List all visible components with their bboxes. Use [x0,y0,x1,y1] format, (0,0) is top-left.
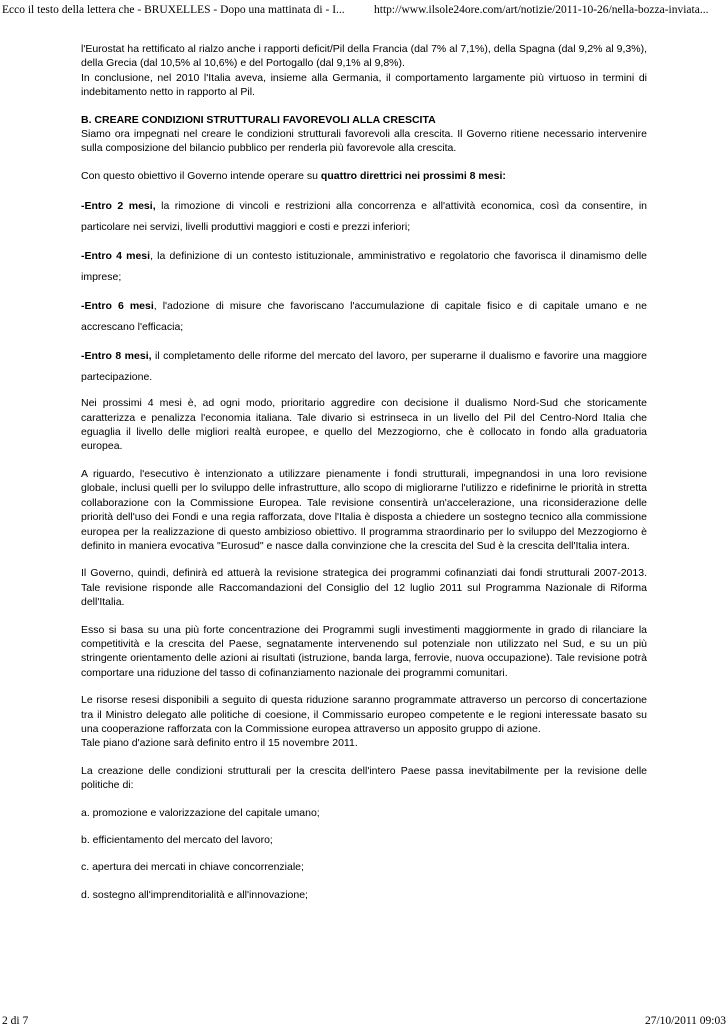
direction-6-months-text: , l'adozione di misure che favoriscano l'accumulazione di capitale fisico e di capitale umano e ne accrescano l'efficacia; [81,300,647,334]
direction-4-months [81,246,647,288]
list-item-a: a. promozione e valorizzazione del capitale umano; [81,806,320,819]
paragraph-growth-conditions: Siamo ora impegnati nel creare le condizioni strutturali favorevoli alla crescita. Il Governo ritiene necessario intervenire sulla composizione del bilancio pubblico per renderla più favorevole alla crescita. [81,128,647,155]
article-body [81,42,647,915]
paragraph-north-south: Nei prossimi 4 mesi è, ad ogni modo, prioritario aggredire con decisione il dualismo Nord-Sud che storicamente caratterizza e penalizza l'economia italiana. Tale divario si estrinseca in un livello del Pil del Centro-Nord Italia che eguaglia il livello delle migliori realtà europee, e quello del Mezzogiorno, che è collocato in fondo alla graduatoria europea. [81,397,647,453]
direction-2-months [81,196,647,238]
four-directions-text: Con questo obiettivo il Governo intende operare su [81,169,321,182]
direction-6-months [81,296,647,338]
paragraph-action-plan: Tale piano d'azione sarà definito entro il 15 novembre 2011. [81,737,358,750]
section-heading-b: B. CREARE CONDIZIONI STRUTTURALI FAVOREVOLI ALLA CRESCITA [81,113,436,126]
direction-8-months-label: -Entro 8 mesi, [81,350,152,363]
direction-6-months-label: -Entro 6 mesi [81,300,154,313]
direction-4-months-label: -Entro 4 mesi [81,250,151,263]
paragraph-policy-revision: La creazione delle condizioni strutturali per la crescita dell'intero Paese passa inevitabilmente per la revisione delle politiche di: [81,764,647,792]
print-header [2,1,726,19]
list-item-c: c. apertura dei mercati in chiave concorrenziale; [81,861,304,874]
paragraph-strategic-revision: Il Governo, quindi, definirà ed attuerà la revisione strategica dei programmi cofinanziati dai fondi strutturali 2007-2013. Tale revisione risponde alle Raccomandazioni del Consiglio del 12 luglio 2011 sul Programma Nazionale di Riforma dell'Italia. [81,567,647,609]
four-directions-bold: quattro direttrici nei prossimi 8 mesi: [320,169,506,182]
paragraph-structural-funds: A riguardo, l'esecutivo è intenzionato a utilizzare pienamente i fondi strutturali, impegnandosi in una loro revisione globale, inclusi quelli per lo sviluppo delle infrastrutture, allo scopo di migliorarne l'utilizzo e ridefinirne le priorità in stretta collaborazione con la Commissione Europea. Tale revisione consentirà un'accelerazione, una riconsiderazione delle priorità dell'uso dei Fondi e una regia rafforzata, dove l'Italia è disposta a chiedere un sostegno tecnico alla commissione europea per la realizzazione di questo ambizioso obiettivo. Il programma straordinario per lo sviluppo del Mezzogiorno è definito in maniera evocativa "Eurosud" e nasce dalla convinzione che la crescita del Sud è la crescita dell'Italia intera. [81,467,647,552]
page-title: Ecco il testo della lettera che - BRUXELLES - Dopo una mattinata di - I... [2,4,345,16]
paragraph-four-directions [81,169,647,183]
direction-2-months-label: -Entro 2 mesi, [81,200,156,213]
print-footer [2,1013,726,1029]
paragraph-eurostat: l'Eurostat ha rettificato al rialzo anche i rapporti deficit/Pil della Francia (dal 7% al 7,1%), della Spagna (dal 9,2% al 9,3%), della Grecia (dal 10,5% al 10,6%) e del Portogallo (dal 9,1% al 9,8%). [81,43,647,70]
direction-2-months-text: la rimozione di vincoli e restrizioni alla concorrenza e all'attività economica, così da consentire, in particolare nei servizi, livelli produttivi maggiori e costi e prezzi inferiori; [81,200,647,234]
paragraph-resources: Le risorse resesi disponibili a seguito di questa riduzione saranno programmate attraverso un percorso di concertazione tra il Ministro delegato alle politiche di coesione, il Commissario europeo competente e le regioni interessate basato su una cooperazione rafforzata con la Commissione europea attraverso un apposito gruppo di azione. [81,694,647,735]
page-number: 2 di 7 [2,1015,29,1027]
direction-4-months-text: , la definizione di un contesto istituzionale, amministrativo e regolatorio che favorisca il dinamismo delle imprese; [81,250,647,284]
direction-8-months-text: il completamento delle riforme del mercato del lavoro, per superarne il dualismo e favorire una maggiore partecipazione. [81,350,647,384]
list-item-d: d. sostegno all'imprenditorialità e all'innovazione; [81,888,308,901]
paragraph-conclusion: In conclusione, nel 2010 l'Italia aveva, insieme alla Germania, il comportamento largamente più virtuoso in termini di indebitamento netto in rapporto al Pil. [81,71,647,99]
list-item-b: b. efficientamento del mercato del lavoro; [81,834,273,846]
direction-8-months [81,346,647,388]
page-url[interactable]: http://www.ilsole24ore.com/art/notizie/2011-10-26/nella-bozza-inviata... [374,4,709,16]
print-datetime: 27/10/2011 09:03 [644,1015,726,1027]
paragraph-concentration: Esso si basa su una più forte concentrazione dei Programmi sugli investimenti maggiormente in grado di rilanciare la competitività e la crescita del Paese, segnatamente intervenendo sul potenziale non utilizzato nel Sud, e su un più stringente orientamento delle azioni ai risultati (istruzione, banda larga, ferrovie, nuova occupazione). Tale revisione potrà comportare una riduzione del tasso di cofinanziamento nazionale dei programmi comunitari. [81,623,647,679]
